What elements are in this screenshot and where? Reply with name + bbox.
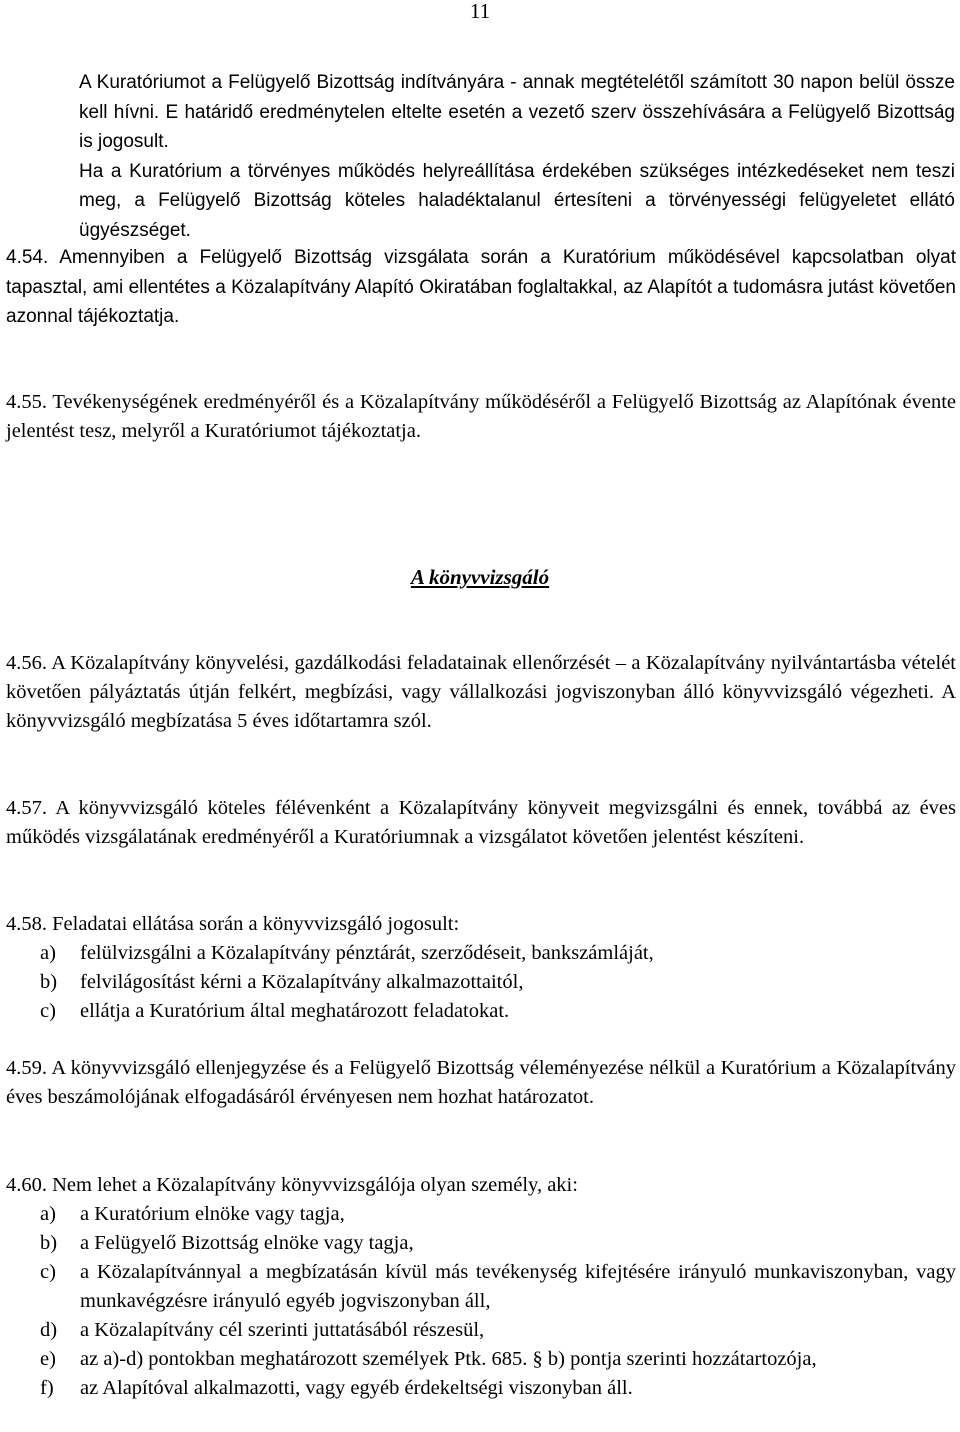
list-item-text: a Kuratórium elnöke vagy tagja, — [80, 1203, 345, 1225]
paragraph-prosecutor-notice: Ha a Kuratórium a törvényes működés helyreállítása érdekében szükséges intézkedéseket nem teszi meg, a Felügyelő Bizottság köteles haladéktalanul értesíteni a törvényességi felügyeletet ellátó ügyészséget. — [79, 160, 955, 241]
list-marker: b) — [40, 971, 58, 993]
list-marker: c) — [40, 1261, 56, 1283]
list-item — [6, 1200, 956, 1229]
list-marker: a) — [40, 1203, 56, 1225]
list-item-text: ellátja a Kuratórium által meghatározott feladatokat. — [80, 1000, 510, 1022]
page-number: 11 — [469, 0, 491, 23]
list-item — [6, 1374, 956, 1403]
list-item-text: az a)-d) pontokban meghatározott személyek Ptk. 685. § b) pontja szerinti hozzátartozója, — [80, 1348, 817, 1370]
section-4-60 — [6, 1171, 956, 1403]
list-marker: f) — [40, 1377, 54, 1399]
list-item-text: a Közalapítvánnyal a megbízatásán kívül más tevékenység kifejtésére irányuló munkaviszonyban, vagy munkavégzésre irányuló egyéb jogviszonyban áll, — [80, 1261, 956, 1312]
list-item — [6, 997, 956, 1026]
section-4-55 — [6, 388, 956, 446]
section-4-54 — [6, 243, 956, 332]
list-marker: b) — [40, 1232, 58, 1254]
section-4-57-text: 4.57. A könyvvizsgáló köteles félévenként a Közalapítvány könyveit megvizsgálni és ennek, továbbá az éves működés vizsgálatának eredményéről a Kuratóriumnak a vizsgálatot követően jelentést készíteni. — [6, 797, 956, 848]
list-item-text: a Közalapítvány cél szerinti juttatásából részesül, — [80, 1319, 485, 1341]
section-4-60-intro: 4.60. Nem lehet a Közalapítvány könyvvizsgálója olyan személy, aki: — [6, 1174, 578, 1196]
section-4-60-list — [6, 1200, 956, 1403]
list-item — [6, 939, 956, 968]
list-marker: e) — [40, 1348, 56, 1370]
section-4-56 — [6, 649, 956, 736]
list-item-text: felülvizsgálni a Közalapítvány pénztárát, szerződéseit, bankszámláját, — [80, 942, 654, 964]
list-marker: d) — [40, 1319, 58, 1341]
intro-block — [79, 68, 955, 245]
paragraph-convocation: A Kuratóriumot a Felügyelő Bizottság indítványára - annak megtételétől számított 30 napon belül össze kell hívni. E határidő eredménytelen eltelte esetén a vezető szerv összehívására a Felügyelő Bizottság is jogosult. — [79, 72, 955, 152]
section-4-59-text: 4.59. A könyvvizsgáló ellenjegyzése és a Felügyelő Bizottság véleményezése nélkül a Kuratórium a Közalapítvány éves beszámolójának elfogadásáról érvényesen nem hozhat határozatot. — [6, 1057, 956, 1108]
section-heading-auditor: A könyvvizsgáló — [410, 565, 550, 589]
section-4-57 — [6, 794, 956, 852]
section-4-54-text: 4.54. Amennyiben a Felügyelő Bizottság vizsgálata során a Kuratórium működésével kapcsolatban olyat tapasztal, ami ellentétes a Közalapítvány Alapító Okiratában foglaltakkal, az Alapítót a tudomásra jutást követően azonnal tájékoztatja. — [6, 247, 956, 327]
list-item-text: a Felügyelő Bizottság elnöke vagy tagja, — [80, 1232, 414, 1254]
list-marker: a) — [40, 942, 56, 964]
list-marker: c) — [40, 1000, 56, 1022]
list-item-text: az Alapítóval alkalmazotti, vagy egyéb érdekeltségi viszonyban áll. — [80, 1377, 633, 1399]
list-item — [6, 1316, 956, 1345]
section-4-58-intro: 4.58. Feladatai ellátása során a könyvvizsgáló jogosult: — [6, 913, 460, 935]
section-4-55-text: 4.55. Tevékenységének eredményéről és a Közalapítvány működéséről a Felügyelő Bizottság az Alapítónak évente jelentést tesz, melyről a Kuratóriumot tájékoztatja. — [6, 391, 956, 442]
section-4-59 — [6, 1054, 956, 1112]
list-item — [6, 968, 956, 997]
section-4-56-text: 4.56. A Közalapítvány könyvelési, gazdálkodási feladatainak ellenőrzését – a Közalapítvány nyilvántartásba vételét követően pályáztatás útján felkért, megbízási, vagy vállalkozási jogviszonyban álló könyvvizsgáló végezheti. A könyvvizsgáló megbízatása 5 éves időtartamra szól. — [6, 652, 956, 732]
list-item-text: felvilágosítást kérni a Közalapítvány alkalmazottaitól, — [80, 971, 524, 993]
section-4-58-list — [6, 939, 956, 1026]
list-item — [6, 1229, 956, 1258]
list-item — [6, 1258, 956, 1316]
section-4-58 — [6, 910, 956, 1026]
list-item — [6, 1345, 956, 1374]
